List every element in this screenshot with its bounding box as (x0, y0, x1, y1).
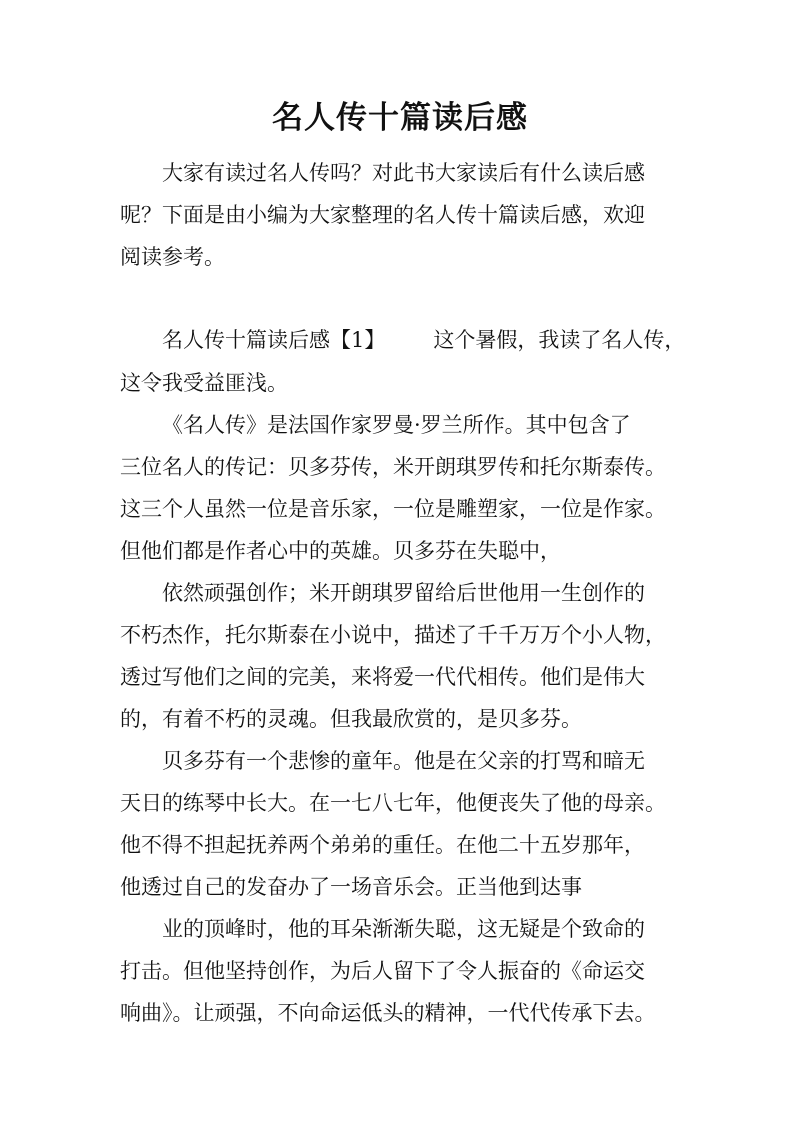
body-line-1: 这令我受益匪浅。 (120, 371, 288, 395)
section-heading: 名人传十篇读后感【1】 (162, 328, 386, 352)
body-line-5: 但他们都是作者心中的英雄。贝多芬在失聪中， (120, 539, 561, 563)
document-title: 名人传十篇读后感 (272, 100, 528, 136)
body-line-9: 的，有着不朽的灵魂。但我最欣赏的，是贝多芬。 (120, 707, 582, 731)
body-line-7: 不朽杰作，托尔斯泰在小说中，描述了千千万万个小人物， (120, 623, 666, 647)
body-line-2: 《名人传》是法国作家罗曼·罗兰所作。其中包含了 (162, 413, 631, 437)
body-line-4: 这三个人虽然一位是音乐家，一位是雕塑家，一位是作家。 (120, 497, 666, 521)
intro-line-2: 呢？下面是由小编为大家整理的名人传十篇读后感，欢迎 (120, 203, 645, 227)
body-line-13: 他透过自己的发奋办了一场音乐会。正当他到达事 (120, 875, 582, 899)
section-heading-line (162, 325, 686, 355)
body-line-11: 天日的练琴中长大。在一七八七年，他便丧失了他的母亲。 (120, 791, 666, 815)
body-line-15: 打击。但他坚持创作，为后人留下了令人振奋的《命运交 (120, 959, 645, 983)
body-line-14: 业的顶峰时，他的耳朵渐渐失聪，这无疑是个致命的 (162, 917, 645, 941)
body-line-3: 三位名人的传记：贝多芬传，米开朗琪罗传和托尔斯泰传。 (120, 455, 666, 479)
section-opening: 这个暑假，我读了名人传， (433, 328, 686, 352)
intro-line-1: 大家有读过名人传吗？对此书大家读后有什么读后感 (162, 161, 645, 185)
body-line-6: 依然顽强创作；米开朗琪罗留给后世他用一生创作的 (162, 581, 645, 605)
body-line-8: 透过写他们之间的完美，来将爱一代代相传。他们是伟大 (120, 665, 645, 689)
intro-line-3: 阅读参考。 (120, 245, 225, 269)
body-line-16: 响曲》。让顽强，不向命运低头的精神，一代代传承下去。 (120, 1001, 656, 1025)
body-line-10: 贝多芬有一个悲惨的童年。他是在父亲的打骂和暗无 (162, 749, 645, 773)
body-line-12: 他不得不担起抚养两个弟弟的重任。在他二十五岁那年， (120, 833, 645, 857)
